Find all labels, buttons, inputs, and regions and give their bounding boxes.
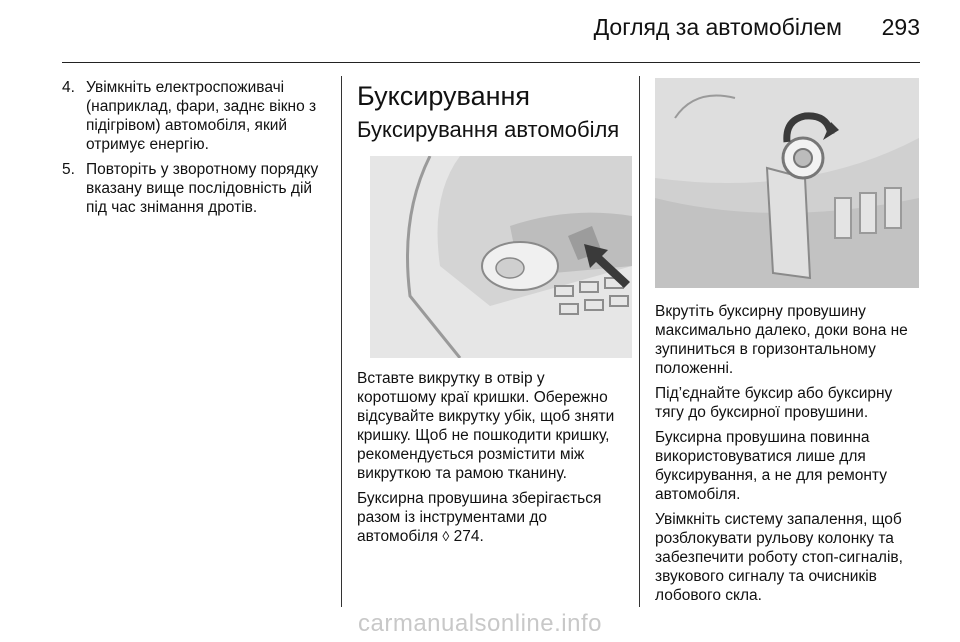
step-item	[62, 160, 330, 217]
section-subheading: Буксирування автомобіля	[357, 117, 620, 142]
section-heading: Буксирування	[357, 81, 531, 111]
column-divider-2	[639, 76, 640, 607]
reference-prefix: автомобіля	[357, 528, 439, 545]
page-number: 293	[881, 14, 920, 40]
step-text: Увімкніть електроспоживачі (наприклад, фари, заднє вікно з підігрівом) автомобіля, який отримує енергію.	[86, 79, 317, 153]
bumper-cover-illustration	[370, 156, 632, 358]
reference-page: 274.	[453, 528, 484, 545]
paragraph: Вставте викрутку в отвір у коротшому краї кришки. Обережно відсувайте викрутку убік, щоб зняти кришку. Щоб не пошкодити кришку, рекомендується розмістити між викруткою та рамою тканину.	[357, 370, 615, 482]
step-item	[62, 78, 330, 154]
column-1	[62, 78, 330, 223]
towing-eye-illustration	[655, 78, 919, 288]
step-text: Повторіть у зворотному порядку вказану вище послідовність дій під час знімання дротів.	[86, 161, 319, 216]
step-number: 5.	[62, 161, 75, 178]
watermark: carmanualsonline.info	[358, 610, 602, 637]
paragraph: Увімкніть систему запалення, щоб розблокувати рульову колонку та забезпечити роботу стоп-сигналів, звукового сигналу та очисників лобового скла.	[655, 511, 903, 604]
header-rule	[62, 62, 920, 63]
column-3	[655, 78, 925, 611]
column-divider-1	[341, 76, 342, 607]
paragraph: Під’єднайте буксир або буксирну тягу до буксирної провушини.	[655, 385, 893, 421]
step-number: 4.	[62, 79, 75, 96]
page-ref-icon: ◊	[442, 528, 450, 544]
page-title: Догляд за автомобілем	[593, 14, 842, 40]
paragraph-text: Буксирна провушина зберігається разом із інструментами до	[357, 490, 602, 526]
paragraph: Вкрутіть буксирну провушину максимально далеко, доки вона не зупиниться в горизонтальному положенні.	[655, 303, 908, 377]
column-2	[357, 78, 623, 552]
paragraph: Буксирна провушина повинна використовуватися лише для буксирування, а не для ремонту автомобіля.	[655, 429, 887, 503]
page-header	[0, 0, 960, 62]
paragraph	[357, 489, 623, 546]
